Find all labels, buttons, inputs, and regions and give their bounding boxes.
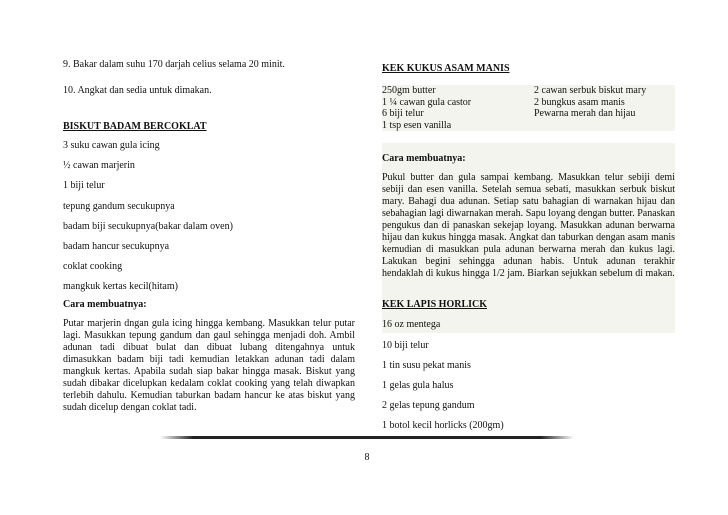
page-divider xyxy=(160,436,574,439)
table-row xyxy=(382,120,675,132)
table-row xyxy=(382,85,675,97)
table-cell: Pewarna merah dan hijau xyxy=(534,108,636,119)
ingredients-table xyxy=(382,85,675,131)
ingredient-item: 1 botol kecil horlicks (200gm) xyxy=(382,420,504,431)
ingredient-item: 16 oz mentega xyxy=(382,319,441,330)
page-number: 8 xyxy=(364,452,370,463)
ingredient-item: tepung gandum secukupnya xyxy=(63,201,175,212)
ingredient-item: mangkuk kertas kecil(hitam) xyxy=(63,281,178,292)
ingredient-item: 1 biji telur xyxy=(63,180,105,191)
ingredient-item: 1 tin susu pekat manis xyxy=(382,360,471,371)
table-cell: 2 cawan serbuk biskut mary xyxy=(534,85,647,96)
method-text: Putar marjerin dngan gula icing hingga kembang. Masukkan telur putar lagi. Masukkan tepung gandum dan gaul sehingga menjadi doh. Ambil adunan tadi dibuat bulat dan dibuat lubang ditengahnya untuk dimasukkan badam biji tadi kemudian letakkan adunan tadi dalam mangkuk kertas. Apabila sudah siap bakar hingga masak. Biskut yang sudah dibakar dicelupkan kedalam coklat cooking yang telah diwapkan terlebih dahulu. Kemudian taburkan badam hancur ke atas biskut yang sudah dicelup dengan coklat tadi. xyxy=(63,318,355,413)
ingredient-item: ½ cawan marjerin xyxy=(63,160,135,171)
table-cell: 6 biji telur xyxy=(382,108,424,119)
table-row xyxy=(382,108,675,120)
recipe-title-kek-kukus: KEK KUKUS ASAM MANIS xyxy=(382,63,510,74)
ingredients-table-box xyxy=(382,85,675,131)
table-cell: 1 ¼ cawan gula castor xyxy=(382,96,472,108)
method-title: Cara membuatnya: xyxy=(382,153,466,164)
table-row xyxy=(382,97,675,109)
ingredient-item: 2 gelas tepung gandum xyxy=(382,400,475,411)
table-cell: 1 tsp esen vanilla xyxy=(382,119,452,131)
table-cell xyxy=(534,120,675,132)
ingredient-item: 3 suku cawan gula icing xyxy=(63,140,160,151)
table-cell: 2 bungkus asam manis xyxy=(534,96,625,108)
recipe-title-kek-lapis: KEK LAPIS HORLICK xyxy=(382,299,488,310)
step-10-text: 10. Angkat dan sedia untuk dimakan. xyxy=(63,85,212,96)
ingredient-item: coklat cooking xyxy=(63,261,123,272)
step-9-text: 9. Bakar dalam suhu 170 darjah celius selama 20 minit. xyxy=(63,59,285,70)
recipe-title-biskut-badam: BISKUT BADAM BERCOKLAT xyxy=(63,121,207,132)
ingredient-item: 1 gelas gula halus xyxy=(382,380,454,391)
ingredient-item: 10 biji telur xyxy=(382,340,429,351)
ingredient-item: badam hancur secukupnya xyxy=(63,241,170,252)
ingredient-item: badam biji secukupnya(bakar dalam oven) xyxy=(63,221,233,232)
method-text: Pukul butter dan gula sampai kembang. Masukkan telur sebiji demi sebiji dan esen vanilla. Setelah semua sebati, masukkan serbuk biskut mary. Bahagi dua adunan. Setiap satu bahagian di warnakan hijau dan sebahagian lagi diwarnakan merah. Sapu loyang dengan butter. Panaskan pengukus dan di panaskan sekejap loyang. Masukkan adunan berwarna hijau dan kukus hingga masak. Angkat dan taburkan dengan asam manis kemudian di masukkan pula adunan berwarna merah dan kukus lagi. Lakukan begini sehingga adunan habis. Untuk adunan terakhir hendaklah di kukus hingga 1/2 jam. Biarkan sejukkan sebelum di makan. xyxy=(382,172,675,279)
method-title: Cara membuatnya: xyxy=(63,299,147,310)
table-cell: 250gm butter xyxy=(382,85,436,96)
